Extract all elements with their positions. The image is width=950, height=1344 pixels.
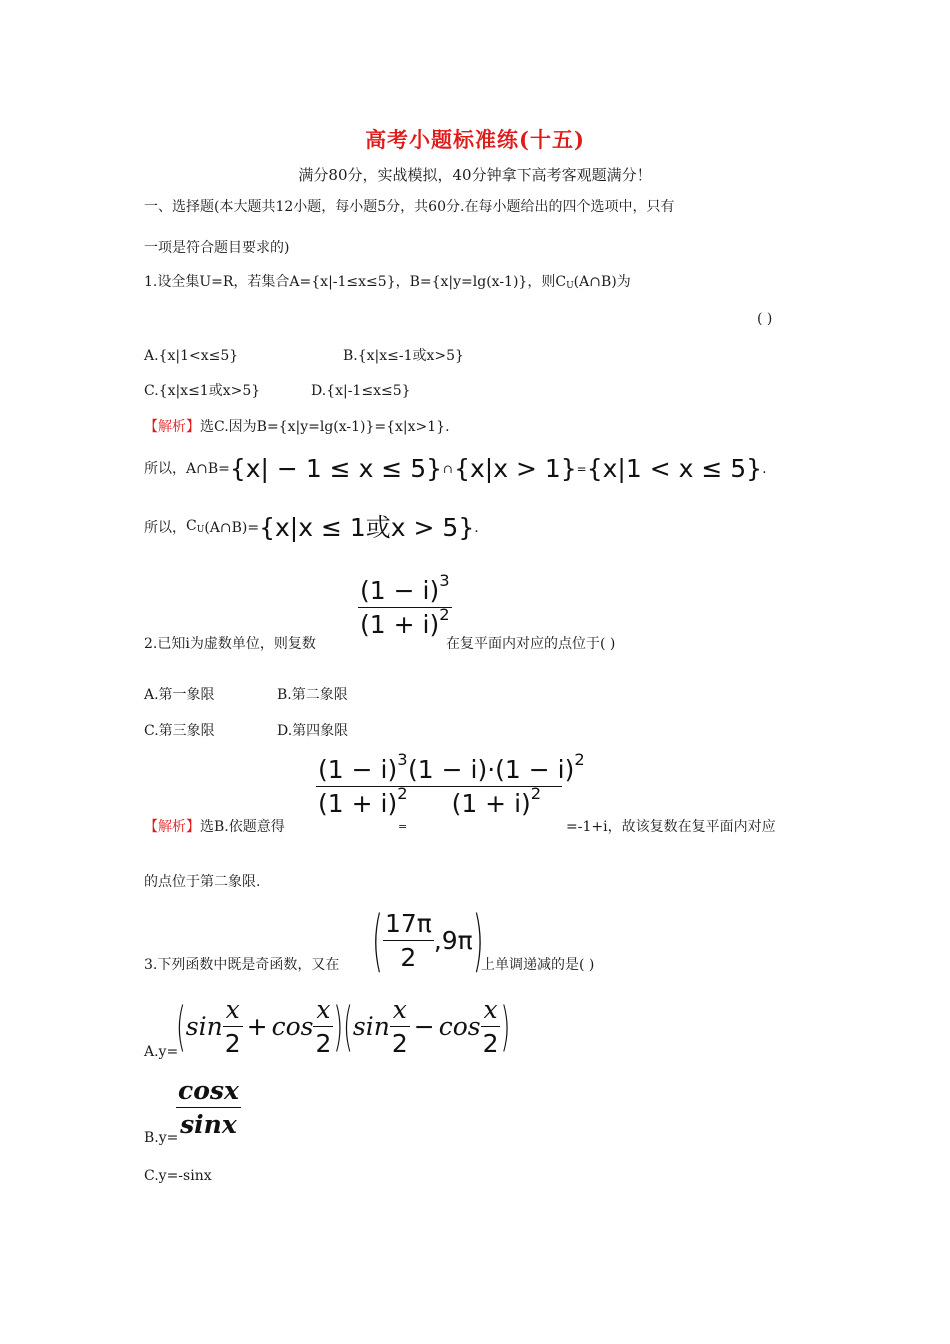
section-heading-line2: 一项是符合题目要求的) (144, 240, 290, 256)
q2-option-c: C.第三象限 (144, 723, 215, 739)
intersection-symbol: ∩ (443, 462, 454, 476)
q2-solution-start (144, 817, 285, 837)
q2-sol-f1-denominator: $(1 + i)^2$ (318, 784, 408, 818)
q1-sol3-prefix: 所以， (144, 520, 186, 536)
q2-fraction-numerator: $(1 - i)^3$ (360, 571, 450, 605)
q1-solution-text: 选C.因为B={x|y=lg(x-1)}={x|x>1}. (200, 419, 450, 435)
left-paren: ( (176, 995, 186, 1057)
q2-stem-start: 2.已知i为虚数单位，则复数 (144, 636, 316, 652)
q2-sol-f1-numerator: $(1 - i)^3$ (318, 750, 408, 784)
q2-solution-equals: = (398, 820, 408, 833)
q1-option-b: B.{x|x≤-1或x>5} (343, 348, 464, 364)
solution-tag: 【解析】 (144, 419, 200, 435)
cos-function: cos (271, 1011, 314, 1041)
left-paren: ( (343, 995, 353, 1057)
q1-option-d: D.{x|-1≤x≤5} (311, 383, 411, 399)
q2-option-b: B.第二象限 (277, 687, 348, 703)
set-expression-1: {x| − 1 ≤ x ≤ 5} (229, 454, 443, 483)
q3-interval-fraction (383, 909, 434, 972)
set-expression-2: {x|x > 1} (454, 454, 577, 483)
half-x-fraction: $\frac{x}{2}$ (315, 994, 332, 1058)
q2-stem-end: 在复平面内对应的点位于( ) (446, 636, 616, 652)
plus-sign: + (246, 1011, 268, 1041)
right-paren: ) (500, 995, 511, 1057)
q3-interval (372, 900, 484, 980)
complement-symbol: $C_U$ (555, 274, 574, 291)
q1-stem-text: 1.设全集U=R，若集合A={x|-1≤x≤5}，B={x|y=lg(x-1)}，则 (144, 274, 556, 290)
q3-stem-start: 3.下列函数中既是奇函数，又在 (144, 957, 340, 973)
q3-option-b-label: B.y= (144, 1130, 179, 1146)
section-heading-line1: 一、选择题(本大题共12小题，每小题5分，共60分.在每小题给出的四个选项中，只有 (144, 199, 675, 215)
q1-sol3-end: . (474, 520, 479, 536)
minus-sign: − (413, 1011, 435, 1041)
cos-function: cos (438, 1011, 481, 1041)
set-expression-3: {x|1 < x ≤ 5} (586, 454, 763, 483)
q2-option-d: D.第四象限 (277, 723, 349, 739)
solution-tag: 【解析】 (144, 819, 200, 835)
half-x-fraction: $\frac{x}{2}$ (224, 994, 241, 1058)
q1-sol2-end: . (762, 461, 767, 477)
q3-option-a-expression (176, 992, 510, 1060)
q1-solution-line2 (144, 449, 767, 489)
q3-interval-right: ,9π (433, 925, 473, 955)
q3-interval-numerator: 17π (384, 908, 432, 938)
half-x-fraction: $\frac{x}{2}$ (391, 994, 408, 1058)
right-paren: ) (472, 900, 484, 980)
q1-stem (144, 272, 631, 296)
q3-stem-end: 上单调递减的是( ) (481, 957, 595, 973)
q2-fraction (358, 571, 452, 639)
q1-solution-line3 (144, 508, 479, 548)
page-subtitle: 满分80分，实战模拟，40分钟拿下高考客观题满分！ (298, 166, 652, 184)
q3-interval-denominator: 2 (400, 942, 417, 972)
q3-option-c: C.y=-sinx (144, 1168, 212, 1184)
q2-sol-f2-numerator: $(1 - i)\cdot(1 - i)^2$ (408, 750, 585, 784)
q2-solution-fraction-2 (406, 750, 587, 818)
sin-function: sin (185, 1011, 223, 1041)
q3-option-a-label: A.y= (144, 1044, 179, 1060)
page-title: 高考小题标准练(十五) (365, 127, 585, 152)
q1-answer-blank: ( ) (757, 311, 773, 327)
q2-fraction-denominator: $(1 + i)^2$ (360, 605, 450, 639)
q3-option-b-denominator: sinx (180, 1110, 237, 1139)
q1-sol3-mid: (A∩B)= (204, 520, 260, 536)
q1-sol2-prefix: 所以，A∩B= (144, 461, 230, 477)
half-x-fraction: $\frac{x}{2}$ (482, 994, 499, 1058)
q2-solution-fraction-1 (316, 750, 410, 818)
complement-symbol-2: $C_U$ (186, 518, 205, 535)
equals-symbol: = (576, 462, 587, 476)
q1-stem-end: (A∩B)为 (573, 274, 631, 290)
q2-solution-end: =-1+i，故该复数在复平面内对应 (566, 819, 776, 835)
q2-sol-f2-denominator: $(1 + i)^2$ (451, 784, 542, 818)
q2-solution-line2: 的点位于第二象限. (144, 874, 261, 890)
q1-solution-line1 (144, 417, 450, 437)
q2-option-a: A.第一象限 (144, 687, 215, 703)
set-expression-4: {x|x ≤ 1或x > 5} (259, 513, 475, 542)
q2-solution-text: 选B.依题意得 (200, 819, 285, 835)
q3-option-b-fraction (176, 1076, 241, 1139)
right-paren: ) (333, 995, 344, 1057)
sin-function: sin (352, 1011, 390, 1041)
left-paren: ( (372, 900, 383, 980)
q1-option-a: A.{x|1<x≤5} (144, 348, 239, 364)
q3-option-b-numerator: cosx (178, 1076, 239, 1105)
q1-option-c: C.{x|x≤1或x>5} (144, 383, 261, 399)
